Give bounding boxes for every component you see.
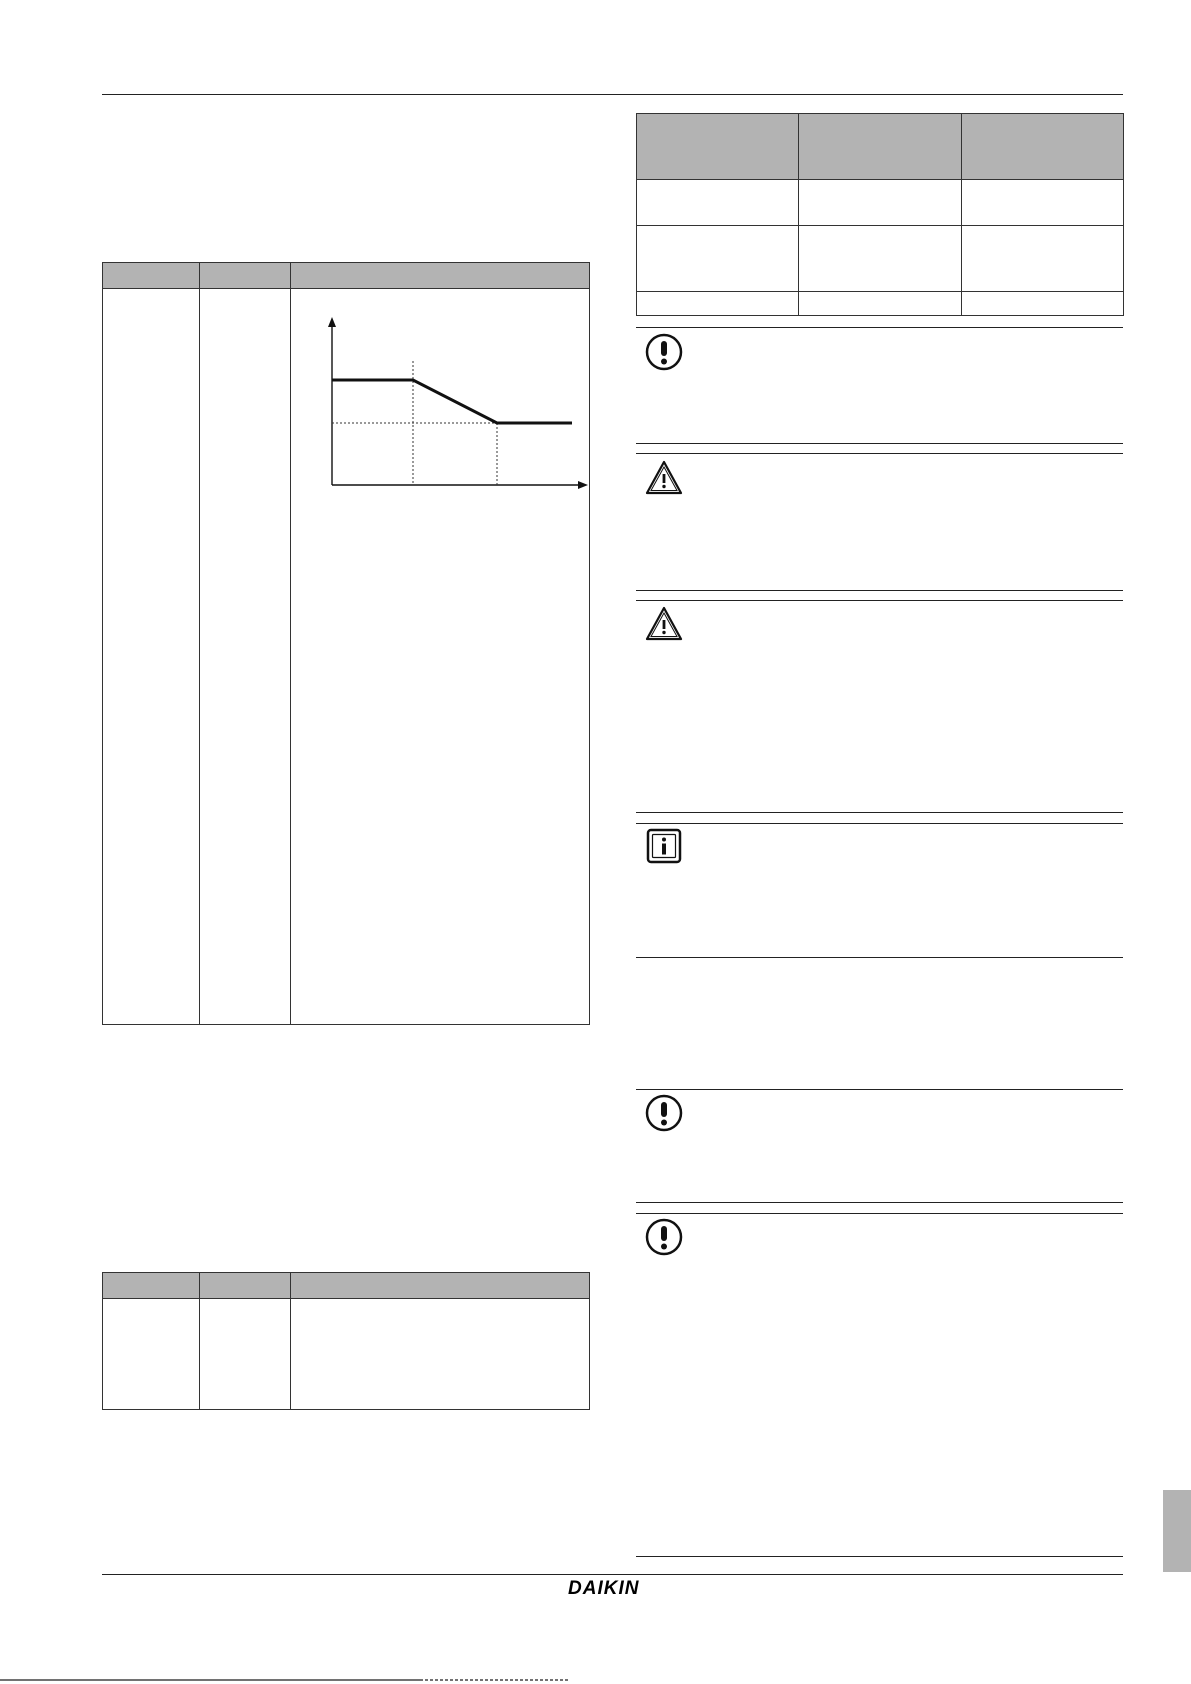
side-tab xyxy=(1163,1490,1191,1572)
table-cell xyxy=(291,1299,590,1410)
note-rule-top xyxy=(636,1213,1123,1214)
information-icon xyxy=(644,826,684,866)
exclamation-circle-icon xyxy=(644,1217,684,1257)
table-cell xyxy=(103,1299,200,1410)
exclamation-circle-icon xyxy=(644,332,684,372)
header-rule xyxy=(102,94,1123,95)
header-cell xyxy=(799,114,962,180)
note-rule-bottom xyxy=(636,812,1123,813)
table-cell xyxy=(103,289,200,1025)
table-cell xyxy=(962,180,1124,226)
right-table xyxy=(636,113,1124,316)
header-cell xyxy=(200,1273,291,1299)
table-cell xyxy=(637,292,799,316)
note-rule-bottom xyxy=(636,1556,1123,1557)
settings-table-2 xyxy=(102,1272,590,1410)
note-rule-top xyxy=(636,327,1123,328)
table-header-row xyxy=(103,263,590,289)
header-cell xyxy=(103,1273,200,1299)
table-row xyxy=(637,292,1124,316)
table-header-row xyxy=(103,1273,590,1299)
table-header-row xyxy=(637,114,1124,180)
exclamation-circle-icon xyxy=(644,1093,684,1133)
header-cell xyxy=(103,263,200,289)
header-cell xyxy=(962,114,1124,180)
header-cell xyxy=(637,114,799,180)
x-axis-arrow xyxy=(578,481,588,489)
table-cell xyxy=(799,292,962,316)
warning-triangle-icon xyxy=(644,458,684,498)
footer-rule xyxy=(102,1574,1123,1575)
table-cell xyxy=(799,180,962,226)
setpoint-curve xyxy=(332,380,572,423)
table-row xyxy=(103,1299,590,1410)
note-rule-bottom xyxy=(636,590,1123,591)
table-cell xyxy=(962,292,1124,316)
note-rule-top xyxy=(636,1089,1123,1090)
header-cell xyxy=(291,1273,590,1299)
note-rule-bottom xyxy=(636,1202,1123,1203)
brand-logo: DAIKIN xyxy=(568,1578,640,1599)
note-rule-top xyxy=(636,823,1123,824)
header-cell xyxy=(291,263,590,289)
table-cell xyxy=(637,226,799,292)
table-cell xyxy=(799,226,962,292)
note-rule-bottom xyxy=(636,443,1123,444)
header-cell xyxy=(200,263,291,289)
note-rule-top xyxy=(636,600,1123,601)
table-cell xyxy=(637,180,799,226)
y-axis-arrow xyxy=(328,317,336,327)
table-cell xyxy=(200,289,291,1025)
table-row xyxy=(637,226,1124,292)
table-row xyxy=(637,180,1124,226)
warning-triangle-icon xyxy=(644,604,684,644)
bottom-dashed-line xyxy=(0,1678,600,1682)
setpoint-curve-chart xyxy=(300,315,590,495)
note-rule-bottom xyxy=(636,957,1123,958)
note-rule-top xyxy=(636,453,1123,454)
table-cell xyxy=(200,1299,291,1410)
table-cell xyxy=(962,226,1124,292)
